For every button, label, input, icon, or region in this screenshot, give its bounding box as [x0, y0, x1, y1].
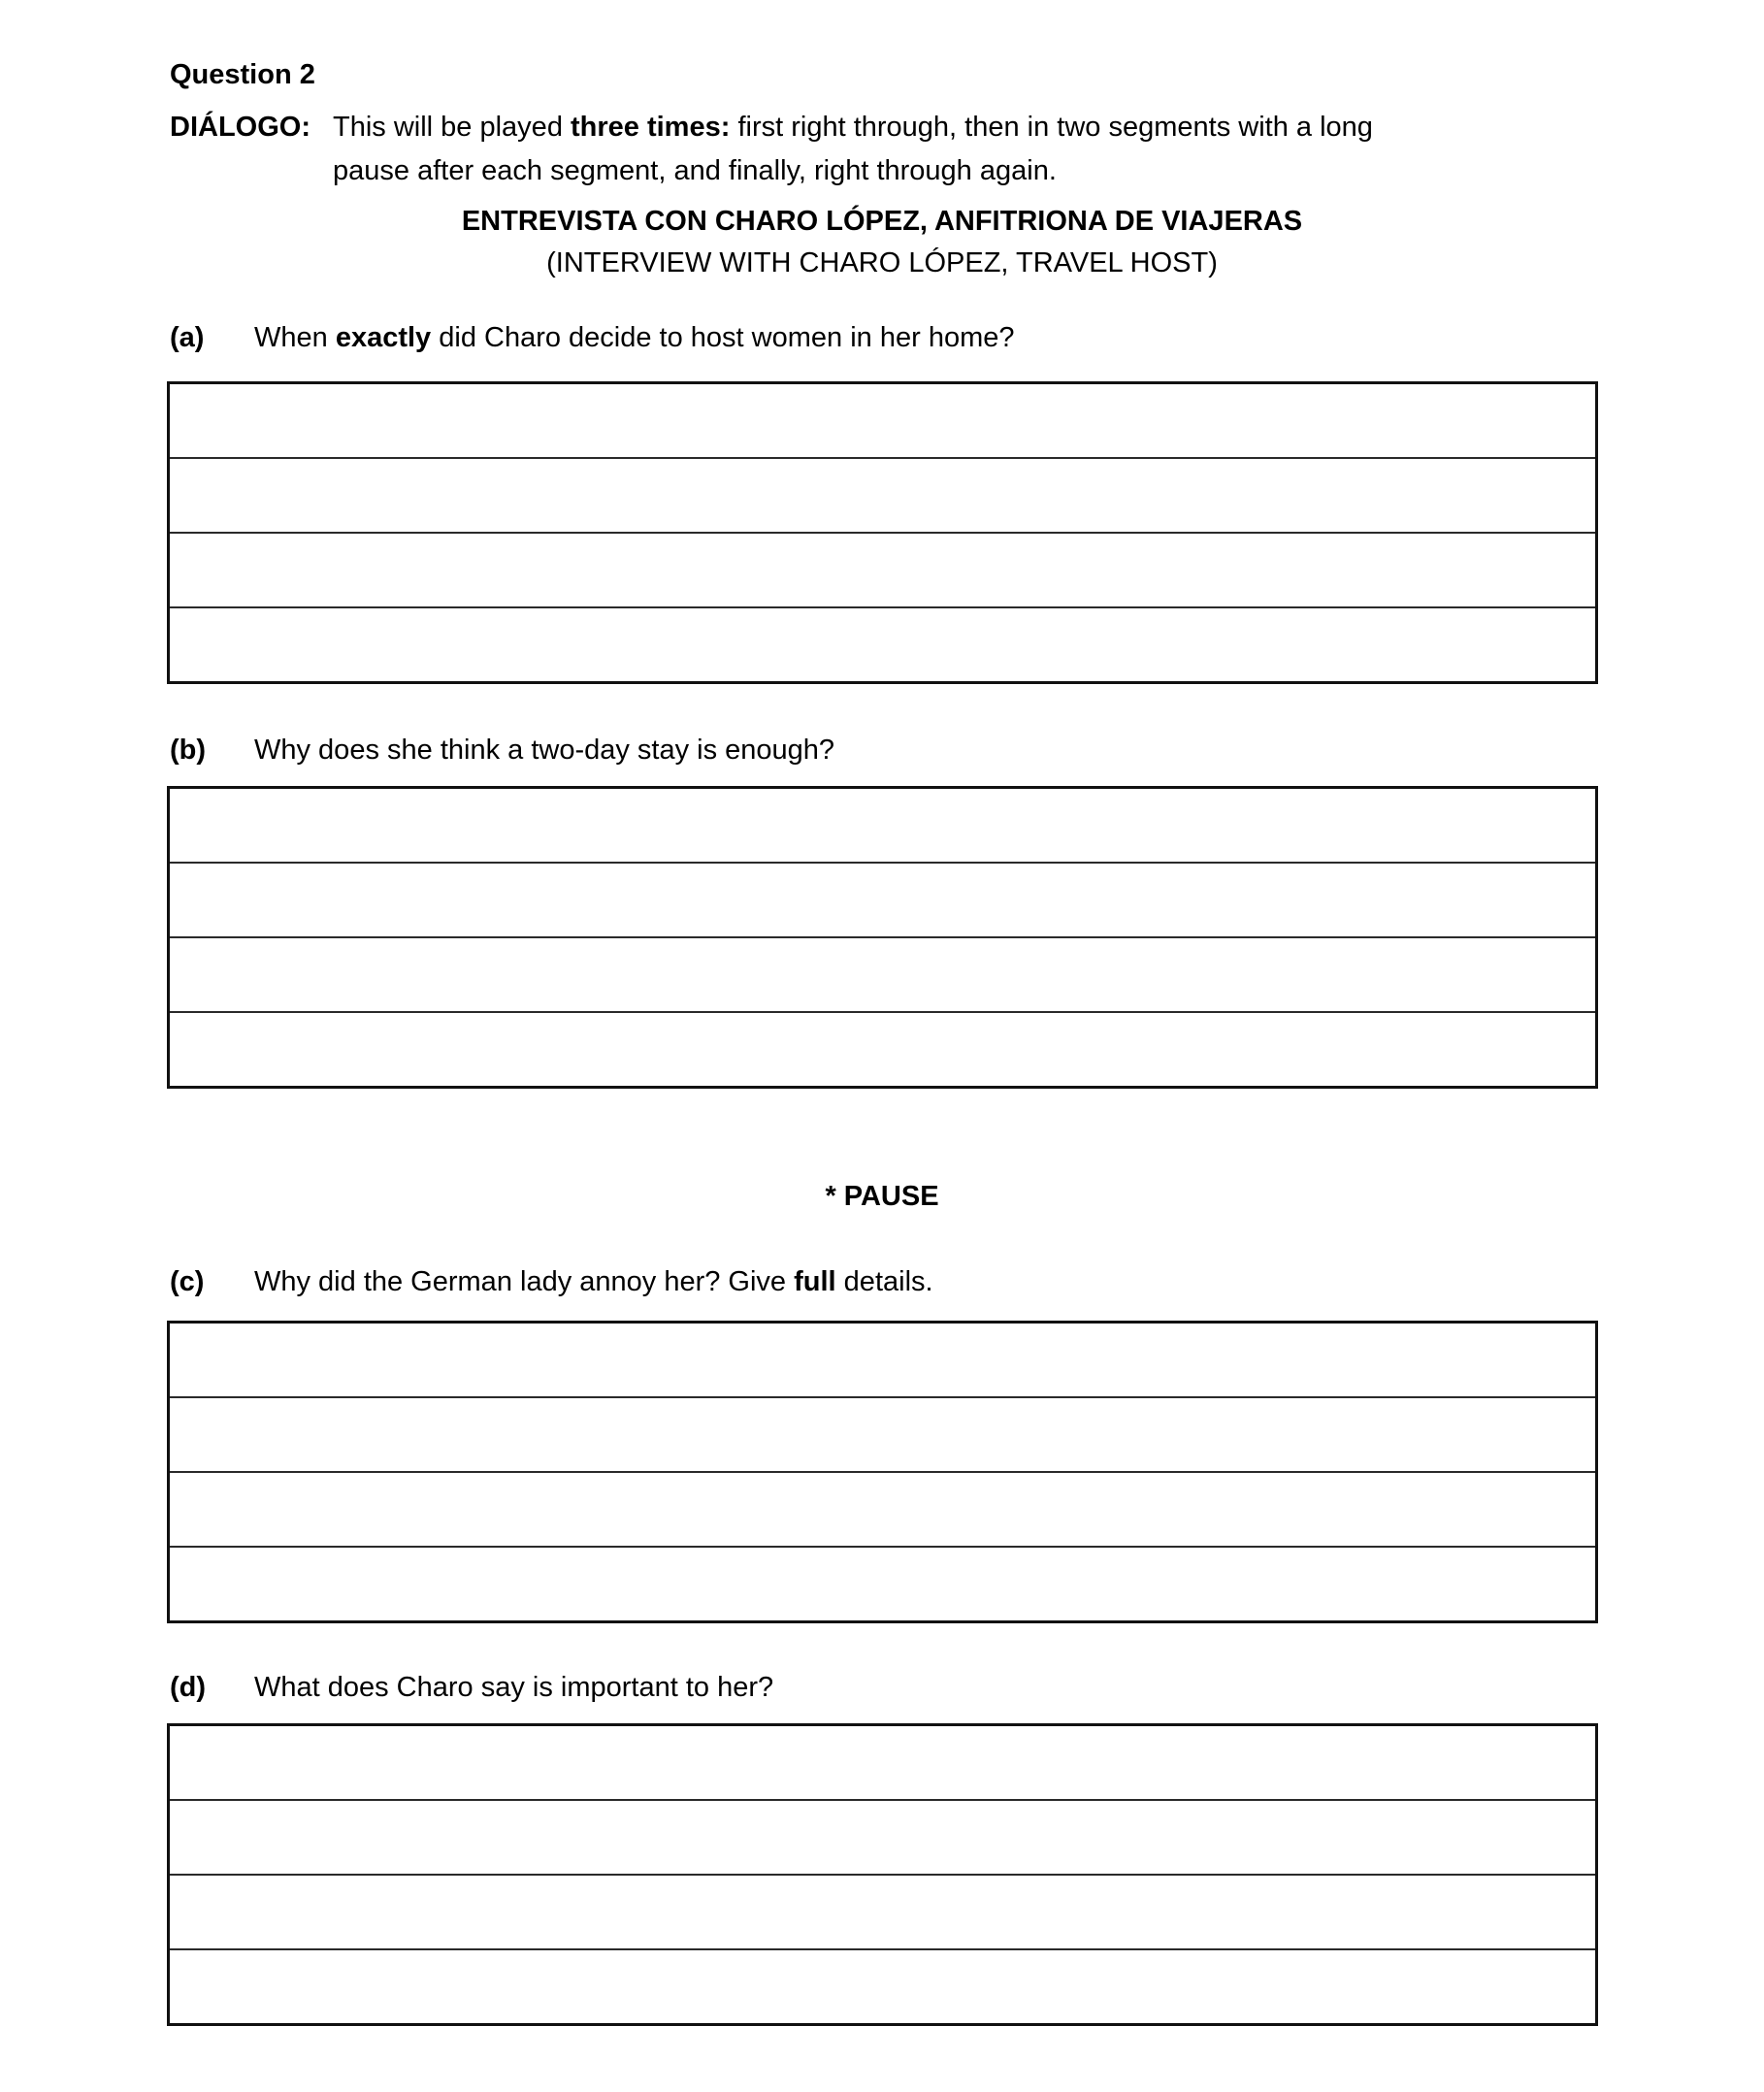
question-c-text: [254, 1264, 933, 1299]
interview-subtitle: (INTERVIEW WITH CHARO LÓPEZ, TRAVEL HOST): [546, 247, 1218, 278]
answer-line[interactable]: [170, 938, 1595, 1013]
dialogo-label: DIÁLOGO:: [170, 112, 310, 143]
question-text: When: [254, 322, 336, 353]
question-text: did Charo decide to host women in her home?: [431, 322, 1015, 353]
answer-line[interactable]: [170, 384, 1595, 459]
question-d-label: (d): [170, 1672, 207, 1703]
question-a-label: (a): [170, 322, 205, 353]
answer-line[interactable]: [170, 1324, 1595, 1398]
interview-title: ENTREVISTA CON CHARO LÓPEZ, ANFITRIONA DE VIAJERAS: [461, 206, 1303, 237]
answer-line[interactable]: [170, 608, 1595, 681]
answer-line[interactable]: [170, 1950, 1595, 2023]
question-text: Why does she think a two-day stay is enough?: [254, 735, 835, 766]
question-b-label: (b): [170, 735, 207, 766]
instructions-line-1: [333, 110, 1373, 145]
question-a-text: [254, 320, 1014, 355]
question-heading: Question 2: [170, 59, 315, 90]
answer-line[interactable]: [170, 789, 1595, 864]
answer-box-c: [167, 1321, 1598, 1623]
answer-line[interactable]: [170, 1801, 1595, 1876]
answer-line[interactable]: [170, 1876, 1595, 1950]
pause-marker: * PAUSE: [825, 1181, 939, 1212]
instructions-line-2: pause after each segment, and finally, right through again.: [333, 155, 1057, 186]
answer-box-b: [167, 786, 1598, 1089]
answer-line[interactable]: [170, 459, 1595, 534]
question-text: details.: [835, 1266, 933, 1297]
question-emphasis: full: [794, 1266, 836, 1297]
question-d-text: [254, 1670, 773, 1705]
answer-box-a: [167, 381, 1598, 684]
answer-line[interactable]: [170, 864, 1595, 938]
answer-box-d: [167, 1723, 1598, 2026]
answer-line[interactable]: [170, 1473, 1595, 1548]
answer-line[interactable]: [170, 1398, 1595, 1473]
question-c-label: (c): [170, 1266, 205, 1297]
instructions-text: This will be played: [333, 112, 571, 143]
question-emphasis: exactly: [335, 322, 432, 353]
answer-line[interactable]: [170, 1726, 1595, 1801]
instructions-text: first right through, then in two segments with a long: [730, 112, 1373, 143]
question-b-text: [254, 733, 834, 768]
question-text: What does Charo say is important to her?: [254, 1672, 774, 1703]
answer-line[interactable]: [170, 1013, 1595, 1086]
instructions-emphasis: three times:: [571, 112, 731, 143]
question-text: Why did the German lady annoy her? Give: [254, 1266, 795, 1297]
answer-line[interactable]: [170, 1548, 1595, 1620]
answer-line[interactable]: [170, 534, 1595, 608]
